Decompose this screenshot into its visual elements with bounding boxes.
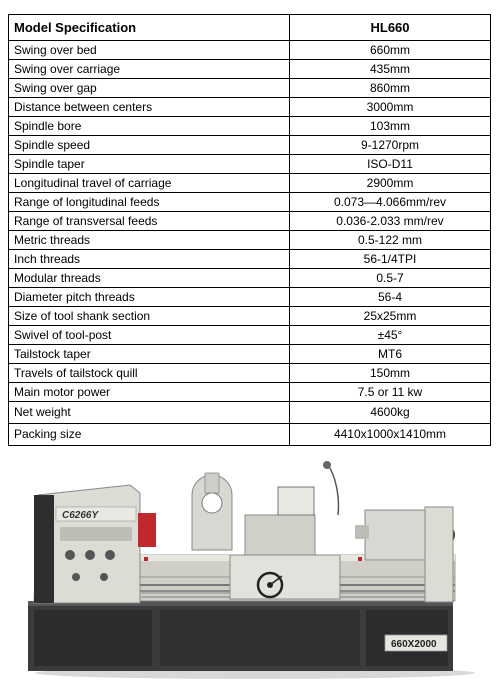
spec-label: Swing over carriage	[9, 60, 290, 79]
headstock-badge: C6266Y	[62, 510, 99, 521]
spec-value: 0.5-7	[290, 269, 491, 288]
spec-value: 860mm	[290, 79, 491, 98]
spec-value: ISO-D11	[290, 155, 491, 174]
spec-label: Longitudinal travel of carriage	[9, 174, 290, 193]
spec-label: Inch threads	[9, 250, 290, 269]
spec-value: 7.5 or 11 kw	[290, 383, 491, 402]
spec-label: Travels of tailstock quill	[9, 364, 290, 383]
spec-row	[9, 193, 491, 212]
spec-label: Distance between centers	[9, 98, 290, 117]
spec-label: Spindle taper	[9, 155, 290, 174]
spec-value: 0.5-122 mm	[290, 231, 491, 250]
bed-plate-label: 660X2000	[391, 639, 437, 650]
spec-value: 56-4	[290, 288, 491, 307]
spec-value: 150mm	[290, 364, 491, 383]
spec-label: Swing over gap	[9, 79, 290, 98]
spec-row	[9, 79, 491, 98]
spec-value: 103mm	[290, 117, 491, 136]
spec-label: Net weight	[9, 402, 290, 424]
spec-row	[9, 41, 491, 60]
spec-value: 0.036-2.033 mm/rev	[290, 212, 491, 231]
spec-label: Modular threads	[9, 269, 290, 288]
spec-row	[9, 269, 491, 288]
spec-label: Packing size	[9, 424, 290, 446]
spec-value: ±45°	[290, 326, 491, 345]
spec-row	[9, 98, 491, 117]
spec-row	[9, 155, 491, 174]
spec-row	[9, 231, 491, 250]
spec-label: Spindle speed	[9, 136, 290, 155]
spec-value: 2900mm	[290, 174, 491, 193]
spec-label: Swivel of tool-post	[9, 326, 290, 345]
spec-value: 4410x1000x1410mm	[290, 424, 491, 446]
spec-row	[9, 174, 491, 193]
spec-value: 4600kg	[290, 402, 491, 424]
spec-value: 660mm	[290, 41, 491, 60]
header-label: Model Specification	[9, 15, 290, 41]
spec-label: Swing over bed	[9, 41, 290, 60]
spec-value: MT6	[290, 345, 491, 364]
spec-row	[9, 326, 491, 345]
spec-row	[9, 117, 491, 136]
spec-row	[9, 60, 491, 79]
spec-row	[9, 136, 491, 155]
spec-label: Range of longitudinal feeds	[9, 193, 290, 212]
spec-row	[9, 383, 491, 402]
spec-value: 56-1/4TPI	[290, 250, 491, 269]
spec-label: Spindle bore	[9, 117, 290, 136]
lathe-machine-photo	[20, 455, 480, 680]
spec-value: 3000mm	[290, 98, 491, 117]
spec-label: Range of transversal feeds	[9, 212, 290, 231]
spec-label: Size of tool shank section	[9, 307, 290, 326]
header-model: HL660	[290, 15, 491, 41]
spec-value: 0.073—4.066mm/rev	[290, 193, 491, 212]
spec-label: Tailstock taper	[9, 345, 290, 364]
spec-value: 435mm	[290, 60, 491, 79]
specification-table	[8, 14, 491, 446]
spec-label: Metric threads	[9, 231, 290, 250]
spec-row	[9, 288, 491, 307]
spec-row	[9, 364, 491, 383]
spec-row	[9, 345, 491, 364]
table-header-row	[9, 15, 491, 41]
spec-value: 9-1270rpm	[290, 136, 491, 155]
spec-row	[9, 250, 491, 269]
spec-label: Diameter pitch threads	[9, 288, 290, 307]
spec-value: 25x25mm	[290, 307, 491, 326]
spec-row	[9, 212, 491, 231]
spec-row	[9, 424, 491, 446]
spec-row	[9, 402, 491, 424]
spec-row	[9, 307, 491, 326]
spec-label: Main motor power	[9, 383, 290, 402]
